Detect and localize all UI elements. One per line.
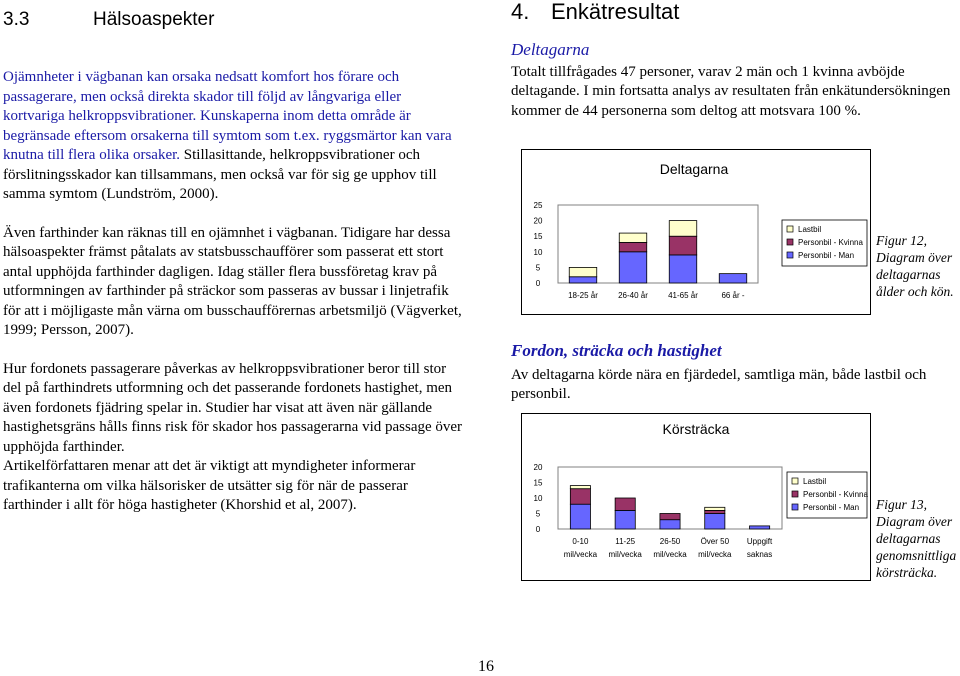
chart-title: Körsträcka xyxy=(662,421,730,437)
legend-swatch xyxy=(792,478,798,484)
chart-distance xyxy=(521,413,871,581)
x-tick-label: 41-65 år xyxy=(668,291,698,300)
bar-segment xyxy=(570,486,590,489)
legend-label: Lastbil xyxy=(803,477,827,486)
y-tick-label: 20 xyxy=(533,463,543,472)
bar-segment xyxy=(570,504,590,529)
x-tick-label: Över 50 xyxy=(700,537,730,546)
caption-line: genomsnittliga xyxy=(876,548,957,563)
paragraph-2: Även farthinder kan räknas till en ojämnhet i vägbanan. Tidigare har dessa hälsoaspekter främst påtalats av statsbusschaufförer som passerat ett stort antal upphöjda farthinder dagligen. Idag ställer flera bussföretag krav på utformningen av farthinder på sträckor som passeras av bussar i linjetrafik för att i möjligaste mån värna om busschaufförernas arbetsmiljö (Vägverket, 1999; Persson, 2007). xyxy=(3,224,462,338)
section-number: 3.3 xyxy=(3,9,30,30)
x-tick-label: saknas xyxy=(746,550,773,559)
paragraph-3: Hur fordonets passagerare påverkas av helkroppsvibrationer beror till stor del på farthindrets utformning och det passerande fordonets hastighet, men även fordonets fjädring spelar in. Studier har visat att även när gällande hastighetsgräns hålls finns risk för skador hos passagerarna vid passage över upphöjda farthinder. xyxy=(3,360,463,455)
subheading-participants: Deltagarna xyxy=(511,40,590,59)
y-tick-label: 10 xyxy=(533,247,543,257)
bar-segment xyxy=(615,498,635,510)
y-tick-label: 5 xyxy=(535,263,541,273)
legend-label: Personbil - Kvinna xyxy=(803,490,868,499)
figure-13-caption xyxy=(876,496,960,581)
bar-segment xyxy=(615,510,635,529)
bar-segment xyxy=(705,507,725,510)
y-tick-label: 5 xyxy=(535,509,541,519)
legend xyxy=(787,472,868,518)
legend xyxy=(782,220,867,266)
section-number: 4. xyxy=(511,0,530,24)
x-tick-label: mil/vecka xyxy=(563,550,598,559)
chart-participants xyxy=(521,149,871,315)
caption-line: ålder och kön. xyxy=(876,284,954,299)
y-tick-label: 0 xyxy=(535,279,541,288)
chart-participants-svg xyxy=(522,150,870,314)
page-number: 16 xyxy=(478,658,494,675)
subheading-vehicle: Fordon, sträcka och hastighet xyxy=(511,341,722,360)
x-tick-label: Uppgift xyxy=(746,537,773,546)
legend-label: Personbil - Kvinna xyxy=(798,238,863,247)
x-tick-label: mil/vecka xyxy=(653,550,687,559)
bar-segment xyxy=(750,526,770,529)
bar-segment xyxy=(569,277,597,283)
legend-swatch xyxy=(792,491,798,497)
bar-segment xyxy=(669,221,697,237)
paragraph-1-black: Stillasittande, helkroppsvibrationer och förslitningsskador kan tillsammans, men också var för sig ge upphov till samma symtom (Lundström, 2000). xyxy=(3,147,437,202)
chart-title: Deltagarna xyxy=(659,161,729,177)
y-tick-label: 15 xyxy=(533,478,543,488)
caption-line: deltagarnas xyxy=(876,267,941,282)
bar-segment xyxy=(669,236,697,255)
section-title: Enkätresultat xyxy=(551,0,680,24)
y-tick-label: 0 xyxy=(535,525,541,534)
legend-swatch xyxy=(787,226,793,232)
caption-line: körsträcka. xyxy=(876,565,938,580)
left-column xyxy=(3,0,463,516)
bar-segment xyxy=(570,489,590,505)
y-tick-label: 10 xyxy=(533,494,543,503)
caption-line: deltagarnas xyxy=(876,531,941,546)
legend-label: Personbil - Man xyxy=(798,251,855,260)
x-tick-label: 26-40 år xyxy=(618,291,648,300)
bar-segment xyxy=(719,274,747,283)
caption-line: Diagram över xyxy=(876,250,953,265)
caption-line: Diagram över xyxy=(876,514,953,529)
y-tick-label: 25 xyxy=(533,201,543,210)
paragraph-vehicle: Av deltagarna körde nära en fjärdedel, samtliga män, både lastbil och personbil. xyxy=(511,366,927,402)
figure-12-caption xyxy=(876,232,960,300)
legend-label: Personbil - Man xyxy=(803,503,860,512)
bar-segment xyxy=(619,252,647,283)
paragraph-participants: Totalt tillfrågades 47 personer, varav 2 män och 1 kvinna avböjde deltagande. I min fortsatta analys av resultaten från enkätundersökningen kommer de 44 personerna som deltog att motsvara 100 %. xyxy=(511,63,951,119)
paragraph-1-blue: Ojämnheter i vägbanan kan orsaka nedsatt komfort hos förare och passagerare, men också direkta skador till följd av långvariga eller kortvariga helkroppsvibrationer. Kunskaperna inom detta område är begränsade eftersom orsakerna till symtom som t.ex. ryggsmärtor kan vara knutna till flera olika orsaker. xyxy=(3,69,452,163)
x-tick-label: 26-50 xyxy=(659,537,681,546)
x-tick-label: mil/vecka xyxy=(608,550,642,559)
x-tick-label: 0-10 xyxy=(572,537,589,546)
x-tick-label: mil/vecka xyxy=(698,550,732,559)
x-tick-label: 11-25 xyxy=(615,537,636,546)
bar-segment xyxy=(705,510,725,513)
x-tick-label: 18-25 år xyxy=(568,291,598,300)
legend-swatch xyxy=(792,504,798,510)
paragraph-4: Artikelförfattaren menar att det är viktigt att myndigheter informerar trafikanterna om vilka hälsorisker de utsätter sig för när de passerar farthinder i allt för höga hastigheter (Khorshid et al, 2007). xyxy=(3,458,416,513)
legend-label: Lastbil xyxy=(798,225,822,234)
bar-segment xyxy=(660,520,680,529)
bar-segment xyxy=(619,233,647,242)
y-tick-label: 20 xyxy=(533,216,543,226)
paragraph-1 xyxy=(3,68,463,205)
legend-swatch xyxy=(787,252,793,258)
section-heading-survey xyxy=(511,2,679,22)
bar-segment xyxy=(660,514,680,520)
bar-segment xyxy=(619,242,647,251)
bar-segment xyxy=(669,255,697,283)
x-tick-label: 66 år - xyxy=(721,291,745,300)
bar-segment xyxy=(705,514,725,530)
caption-line: Figur 13, xyxy=(876,497,928,512)
caption-line: Figur 12, xyxy=(876,233,928,248)
legend-swatch xyxy=(787,239,793,245)
bar-segment xyxy=(569,267,597,276)
section-heading-health xyxy=(3,10,463,38)
y-tick-label: 15 xyxy=(533,232,543,242)
section-title: Hälsoaspekter xyxy=(93,9,215,30)
chart-distance-svg xyxy=(522,414,870,580)
